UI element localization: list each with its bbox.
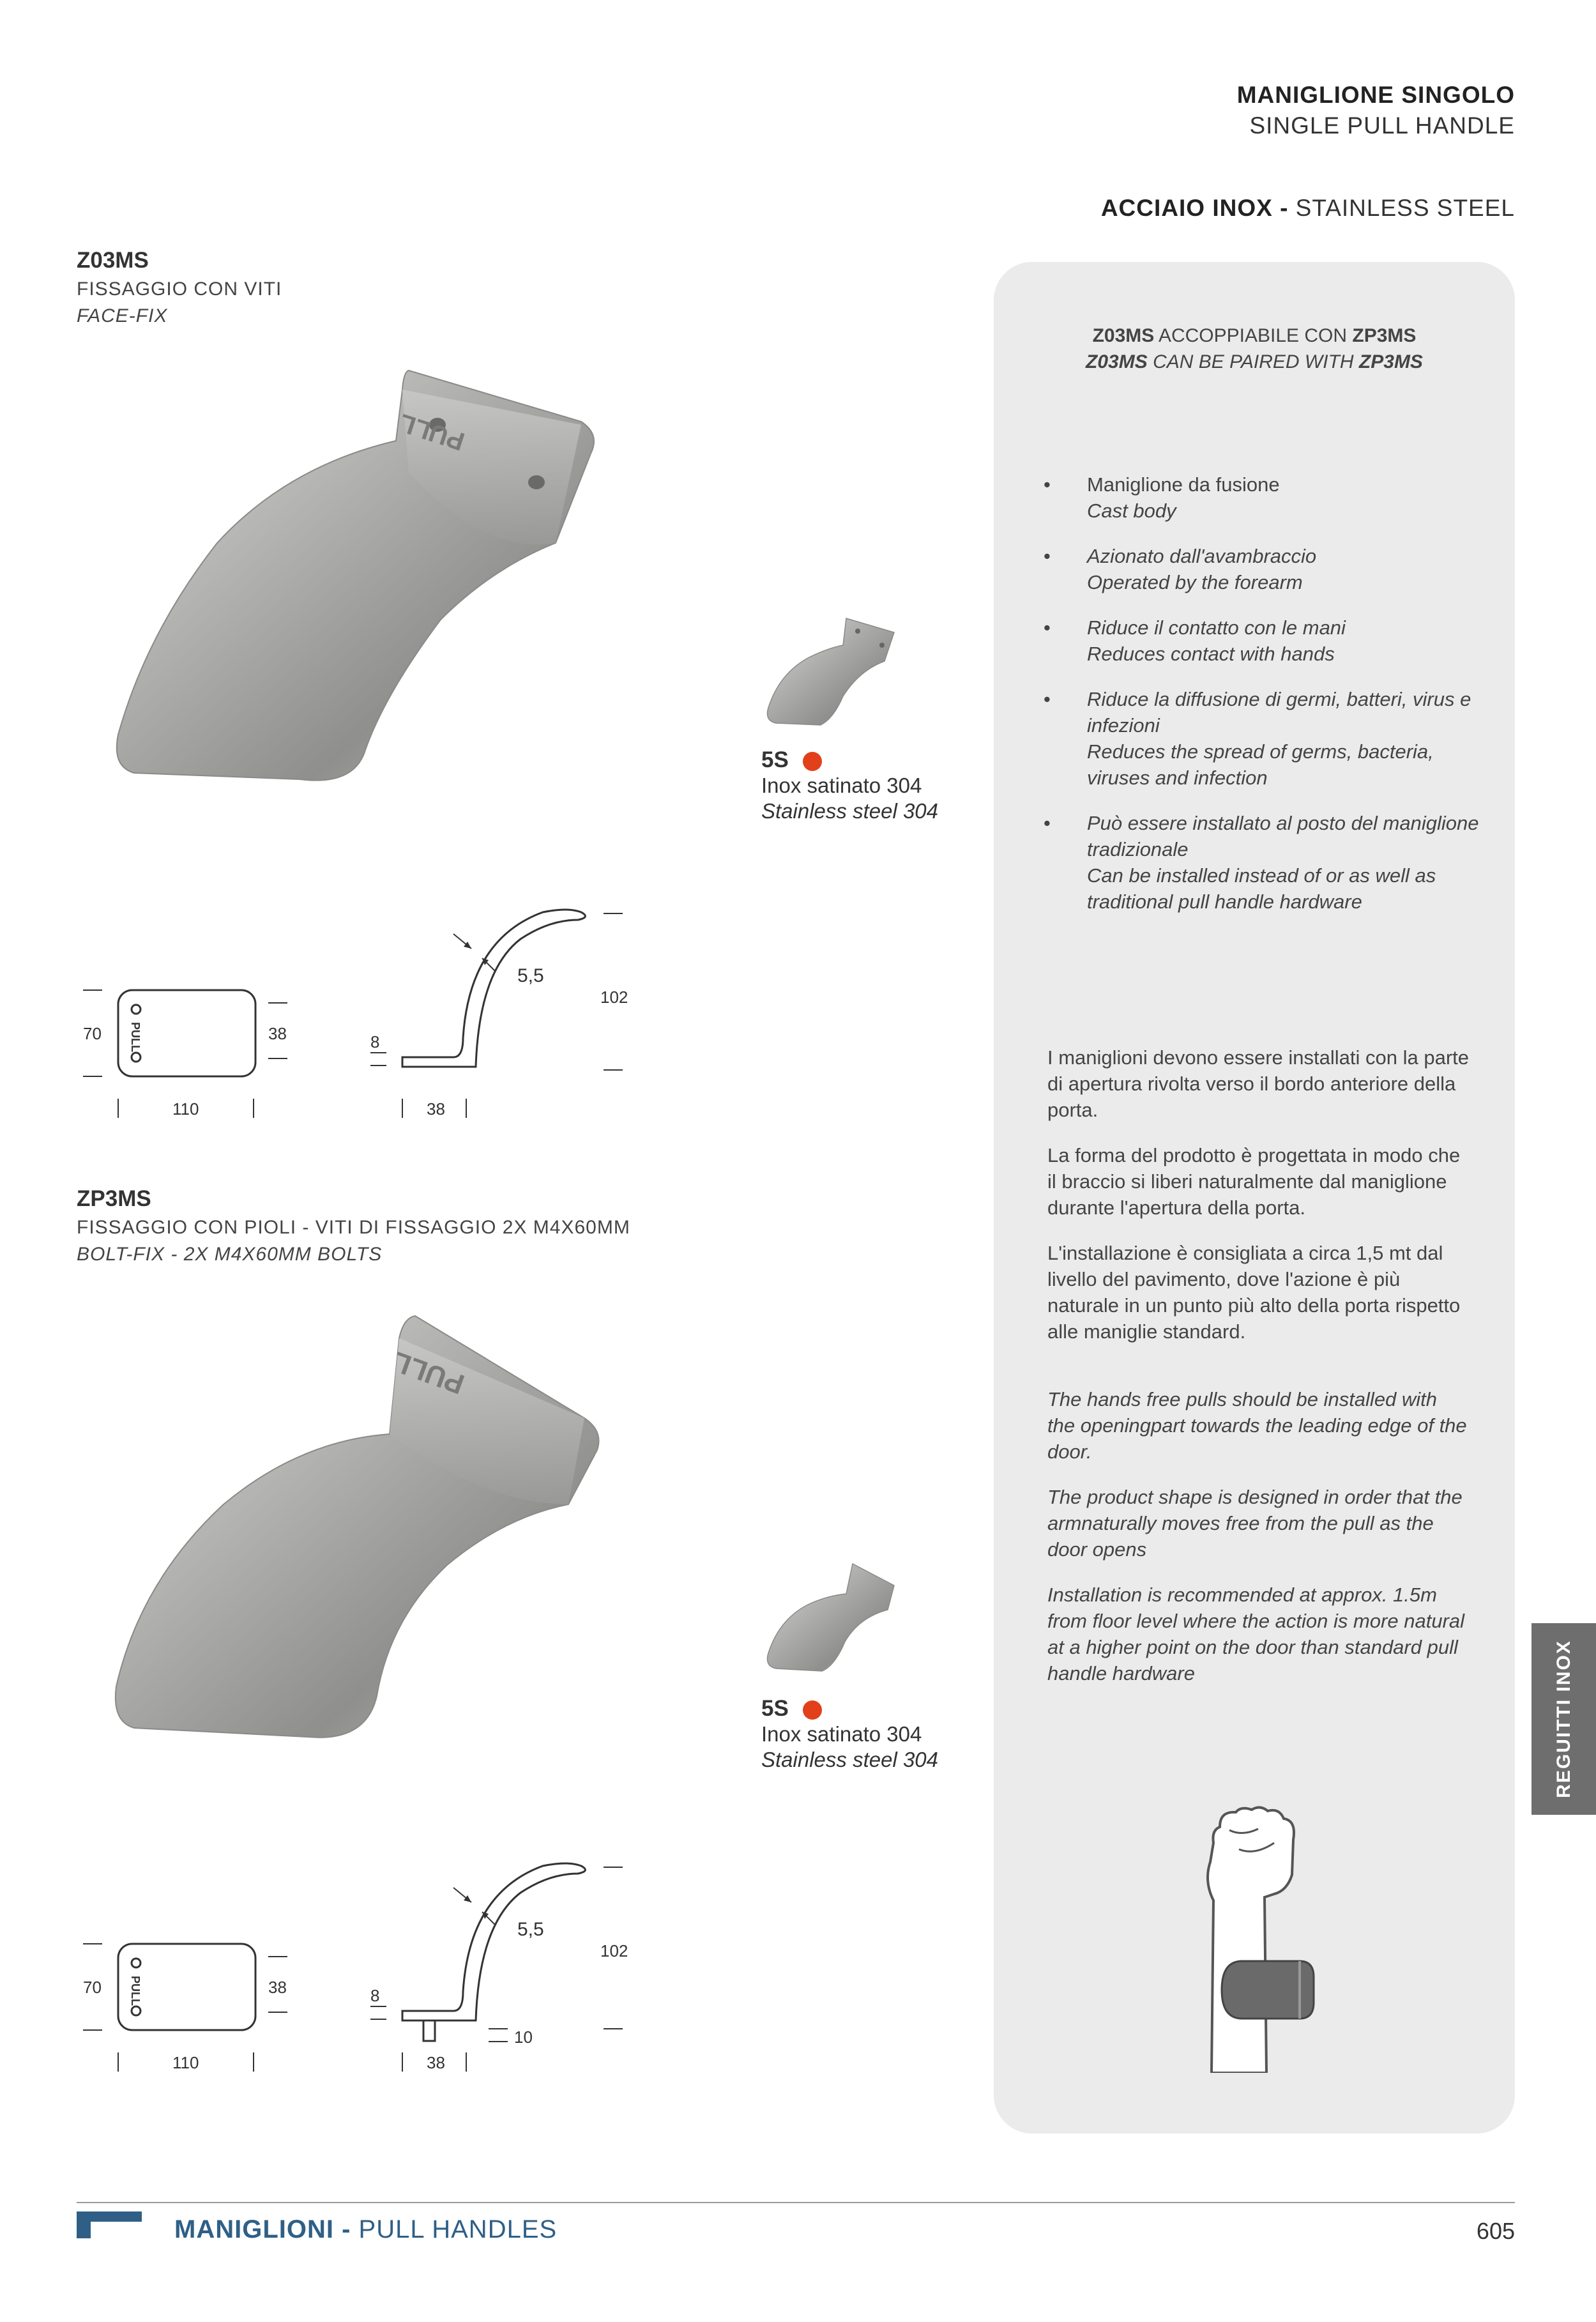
footer-section-title <box>174 2215 557 2244</box>
feature-it: • Riduce il contatto con le mani <box>1087 616 1346 639</box>
finish-it: Inox satinato 304 <box>761 774 922 797</box>
feature-it: • Azionato dall'avambraccio <box>1087 545 1317 567</box>
footer-divider <box>77 2202 1515 2203</box>
dim-102: 102 <box>600 1941 628 1960</box>
section-side-tab[interactable] <box>1531 1623 1596 1815</box>
feature-item <box>1042 543 1489 595</box>
dim-8: 8 <box>370 1032 380 1051</box>
dim-38-height: 38 <box>268 1024 287 1043</box>
dim-38-width: 38 <box>427 2053 445 2072</box>
page-number: 605 <box>1476 2218 1515 2244</box>
feature-it: • Può essere installato al posto del maniglione tradizionale <box>1087 812 1479 860</box>
paragraph-en: Installation is recommended at approx. 1.5m from floor level where the action is more natural at a higher point on the door than standard pull handle hardware <box>1047 1584 1465 1684</box>
page-header <box>1237 82 1515 139</box>
engraving-text: PULL <box>395 408 468 456</box>
fix-it: FISSAGGIO CON PIOLI - VITI DI FISSAGGIO 2X M4X60MM <box>77 1217 630 1238</box>
product-code: ZP3MS <box>77 1186 151 1211</box>
finish-option-zp3ms <box>761 1696 938 1773</box>
dim-70: 70 <box>83 1978 102 1997</box>
fix-en: BOLT-FIX - 2X M4X60MM BOLTS <box>77 1244 383 1265</box>
dim-70: 70 <box>83 1024 102 1043</box>
feature-en: Reduces contact with hands <box>1087 643 1335 665</box>
brand-logo-icon <box>77 2211 142 2238</box>
forearm-operation-icon <box>1204 1805 1319 2073</box>
pair-text-en: CAN BE PAIRED WITH <box>1153 351 1354 372</box>
paragraph-it: I maniglioni devono essere installati con la parte di apertura rivolta verso il bordo anteriore della porta. <box>1047 1046 1469 1121</box>
feature-item <box>1042 615 1489 667</box>
dim-110: 110 <box>172 2053 199 2072</box>
finish-en: Stainless steel 304 <box>761 799 939 823</box>
finish-swatch <box>803 752 822 771</box>
product-photo-z03ms <box>109 364 607 792</box>
dim-10: 10 <box>514 2028 533 2047</box>
paragraph-it: L'installazione è consigliata a circa 1,5 mt dal livello del pavimento, dove l'azione è più naturale in un punto più alto della porta rispetto alle maniglie standard. <box>1047 1242 1461 1343</box>
paragraph-it: La forma del prodotto è progettata in modo che il braccio si liberi naturalmente dal maniglione durante l'apertura della porta. <box>1047 1144 1461 1219</box>
product-code: Z03MS <box>77 248 149 273</box>
product-fix <box>77 1214 630 1268</box>
feature-en: Reduces the spread of germs, bacteria, viruses and infection <box>1087 740 1434 789</box>
feature-en: Operated by the forearm <box>1087 571 1303 593</box>
finish-it: Inox satinato 304 <box>761 1722 922 1746</box>
feature-item <box>1042 810 1489 915</box>
fix-it: FISSAGGIO CON VITI <box>77 279 282 300</box>
finish-code: 5S <box>761 747 789 772</box>
pair-code-b: ZP3MS <box>1352 325 1417 346</box>
pair-code-a: Z03MS <box>1086 351 1148 372</box>
material-it: ACCIAIO INOX - <box>1100 195 1289 221</box>
dim-110: 110 <box>172 1099 199 1119</box>
product-thumbnail-z03ms <box>763 613 901 735</box>
header-title-en: SINGLE PULL HANDLE <box>1249 112 1515 139</box>
dim-5-5: 5,5 <box>517 965 544 986</box>
finish-swatch <box>803 1700 822 1720</box>
dim-5-5: 5,5 <box>517 1919 544 1940</box>
footer-section-it: MANIGLIONI - <box>174 2215 351 2243</box>
dim-38-width: 38 <box>427 1099 445 1119</box>
front-view-drawing <box>77 974 307 1127</box>
paragraph-en: The product shape is designed in order that the armnaturally moves free from the pull as the door opens <box>1047 1486 1463 1561</box>
dim-38-height: 38 <box>268 1978 287 1997</box>
header-title-it: MANIGLIONE SINGOLO <box>1236 82 1515 108</box>
side-tab-label: REGUITTI INOX <box>1553 1640 1574 1798</box>
feature-en: Can be installed instead of or as well as traditional pull handle hardware <box>1087 864 1436 913</box>
paragraph-en: The hands free pulls should be installed with the openingpart towards the leading edge of the door. <box>1047 1388 1467 1463</box>
engraving-text: PULL <box>129 1976 142 2006</box>
finish-en: Stainless steel 304 <box>761 1748 939 1771</box>
dim-102: 102 <box>600 988 628 1007</box>
product-fix <box>77 276 282 330</box>
engraving-text: PULL <box>129 1022 142 1052</box>
pair-code-a: Z03MS <box>1092 325 1155 346</box>
installation-notes-en <box>1047 1386 1469 1706</box>
product-thumbnail-zp3ms <box>763 1559 901 1680</box>
pair-text-it: ACCOPPIABILE CON <box>1158 325 1348 346</box>
feature-list <box>1042 471 1489 934</box>
engraving-text: PULL <box>388 1345 469 1400</box>
feature-it: • Riduce la diffusione di germi, batteri, virus e infezioni <box>1087 688 1471 737</box>
installation-notes-it <box>1047 1044 1469 1364</box>
fix-en: FACE-FIX <box>77 305 168 326</box>
side-view-drawing <box>358 1848 632 2081</box>
product-photo-zp3ms <box>109 1313 607 1747</box>
footer-section-en: PULL HANDLES <box>358 2215 558 2243</box>
feature-item <box>1042 471 1489 524</box>
side-view-drawing <box>358 894 632 1127</box>
material-en: STAINLESS STEEL <box>1295 195 1515 221</box>
feature-en: Cast body <box>1087 500 1176 522</box>
pair-code-b: ZP3MS <box>1358 351 1423 372</box>
front-view-drawing <box>77 1928 307 2081</box>
finish-code: 5S <box>761 1696 789 1721</box>
feature-it: • Maniglione da fusione <box>1087 473 1280 496</box>
finish-option-z03ms <box>761 747 938 824</box>
feature-item <box>1042 686 1489 791</box>
material-heading <box>1101 195 1515 222</box>
pairing-note <box>994 323 1515 375</box>
dim-8: 8 <box>370 1986 380 2005</box>
